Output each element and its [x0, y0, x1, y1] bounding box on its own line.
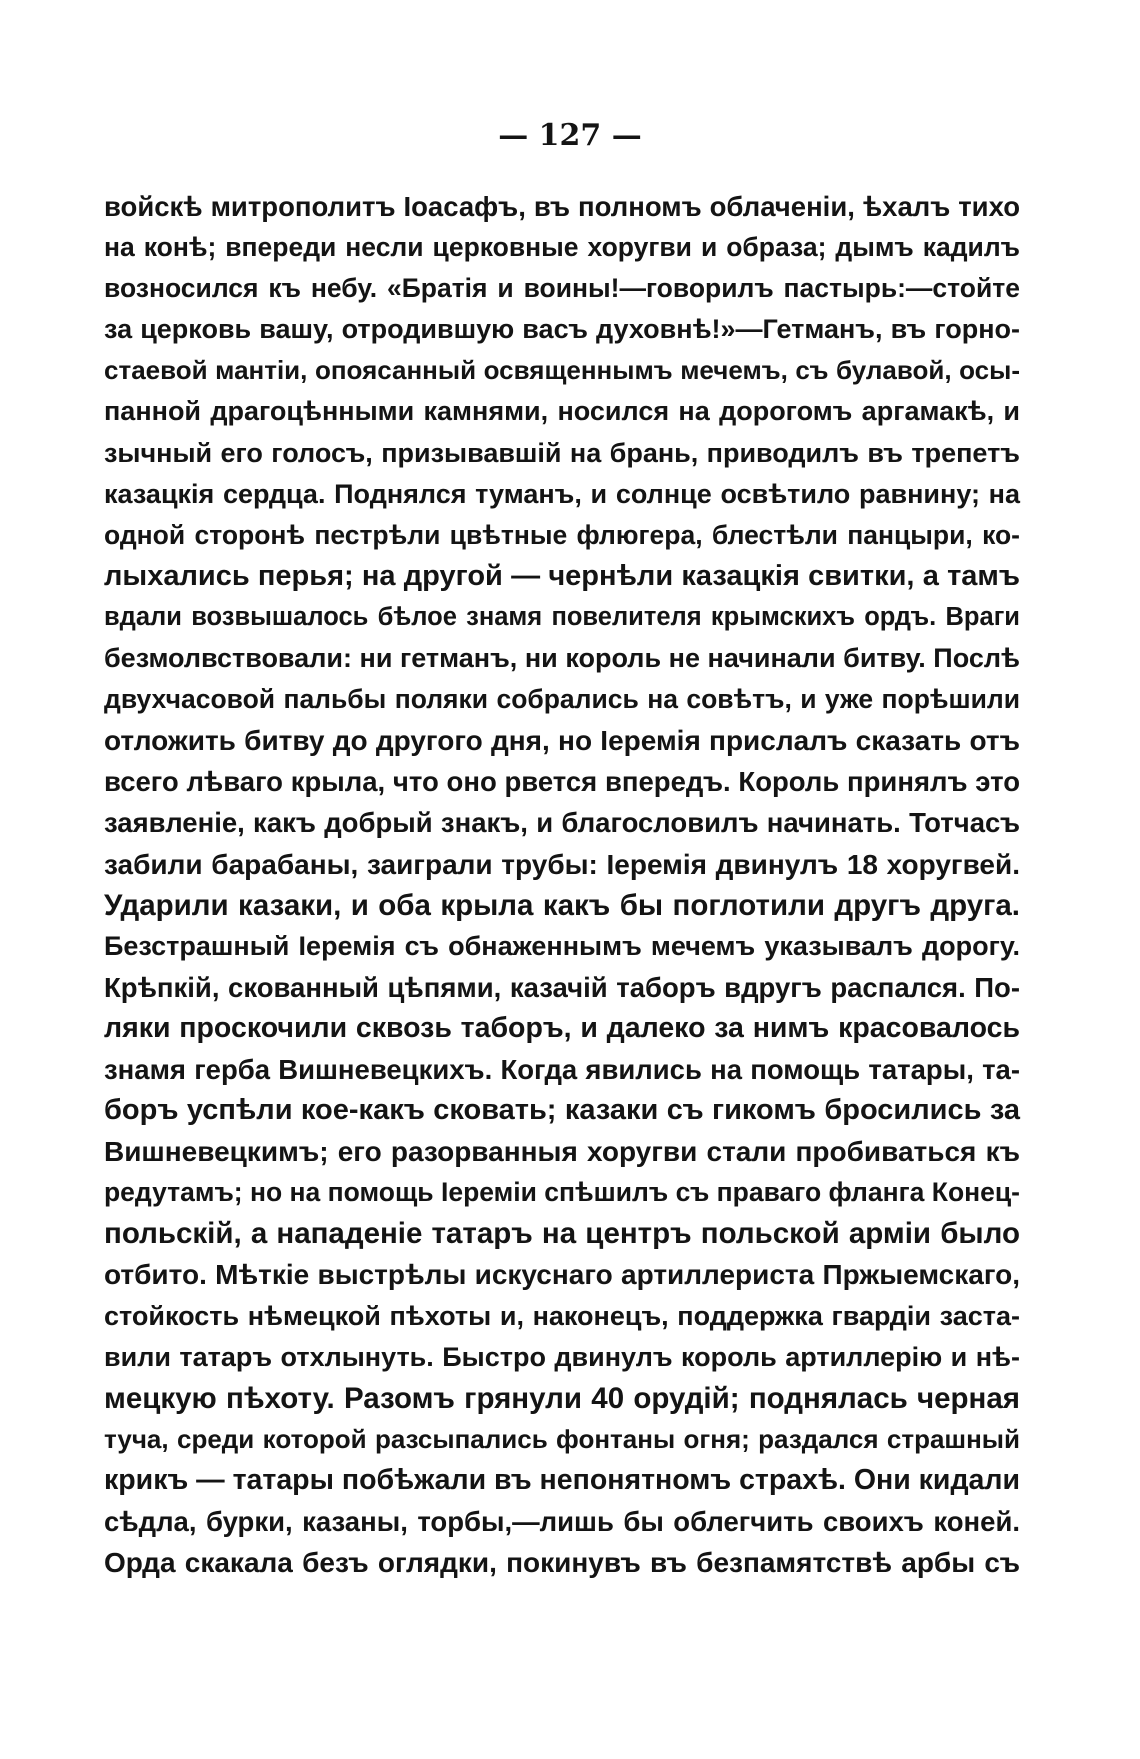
text-line: редутамъ; но на помощь Іереміи спѣшилъ съ праваго фланга Конец- — [104, 1177, 1020, 1208]
text-line: крикъ — татары побѣжали въ непонятномъ страхѣ. Они кидали — [104, 1463, 1021, 1496]
text-line: двухчасовой пальбы поляки собрались на совѣтъ, и уже порѣшили — [104, 684, 1020, 715]
text-line: знамя герба Вишневецкихъ. Когда явились на помощь татары, та- — [104, 1053, 1020, 1085]
text-line: сѣдла, бурки, казаны, торбы,—лишь бы облегчить своихъ коней. — [104, 1506, 1020, 1537]
text-line: возносился къ небу. «Братія и воины!—говорилъ пастырь:—стойте — [104, 273, 1020, 304]
text-line: одной сторонѣ пестрѣли цвѣтные флюгера, блестѣли панцыри, ко- — [104, 519, 1020, 550]
text-line: мецкую пѣхоту. Разомъ грянули 40 орудій; поднялась черная — [104, 1381, 1020, 1415]
text-line: туча, среди которой разсыпались фонтаны огня; раздался страшный — [104, 1423, 1020, 1454]
text-line: стаевой мантіи, опоясанный освященнымъ мечемъ, съ булавой, осы- — [104, 355, 1020, 386]
text-line: панной драгоцѣнными камнями, носился на дорогомъ аргамакѣ, и — [104, 396, 1020, 427]
text-line: зычный его голосъ, призывавшій на брань, приводилъ въ трепетъ — [104, 437, 1020, 468]
body-text — [104, 186, 1020, 1583]
text-line: Орда скакала безъ оглядки, покинувъ въ безпамятствѣ арбы съ — [104, 1547, 1020, 1579]
text-line: ляки проскочили сквозь таборъ, и далеко за нимъ красовалось — [104, 1011, 1020, 1044]
text-line: заявленіе, какъ добрый знакъ, и благословилъ начинать. Тотчасъ — [104, 807, 1020, 839]
text-line: боръ успѣли кое-какъ сковать; казаки съ гикомъ бросились за — [104, 1094, 1020, 1127]
text-line: отбито. Мѣткіе выстрѣлы искуснаго артиллериста Пржыемскаго, — [104, 1259, 1020, 1291]
text-line: Безстрашный Іеремія съ обнаженнымъ мечемъ указывалъ дорогу. — [104, 930, 1020, 961]
text-line: безмолвствовали: ни гетманъ, ни король не начинали битву. Послѣ — [104, 643, 1020, 674]
text-line: всего лѣваго крыла, что оно рвется впередъ. Король принялъ это — [104, 766, 1020, 798]
text-line: вдали возвышалось бѣлое знамя повелителя крымскихъ ордъ. Враги — [104, 602, 1020, 631]
text-line: польскій, а нападеніе татаръ на центръ польской арміи было — [104, 1217, 1020, 1251]
text-line: Вишневецкимъ; его разорванныя хоругви стали пробиваться къ — [104, 1136, 1020, 1168]
text-line: за церковь вашу, отродившую васъ духовнѣ!»—Гетманъ, въ горно- — [104, 314, 1020, 345]
text-line: Крѣпкій, скованный цѣпями, казачій таборъ вдругъ распался. По- — [104, 971, 1020, 1003]
text-line: казацкія сердца. Поднялся туманъ, и солнце освѣтило равнину; на — [104, 478, 1020, 509]
text-line: на конѣ; впереди несли церковные хоругви и образа; дымъ кадилъ — [104, 232, 1020, 263]
text-line: отложить битву до другого дня, но Іеремія прислалъ сказать отъ — [104, 725, 1020, 757]
text-line: стойкость нѣмецкой пѣхоты и, наконецъ, поддержка гвардіи заста- — [104, 1300, 1020, 1331]
text-line: вили татаръ отхлынуть. Быстро двинулъ король артиллерію и нѣ- — [104, 1341, 1020, 1372]
text-line: войскѣ митрополитъ Іоасафъ, въ полномъ облаченіи, ѣхалъ тихо — [104, 191, 1020, 222]
text-line: забили барабаны, заиграли трубы: Іеремія двинулъ 18 хоругвей. — [104, 848, 1020, 880]
text-line: Ударили казаки, и оба крыла какъ бы поглотили другъ друга. — [104, 888, 1020, 922]
text-line: лыхались перья; на другой — чернѣли казацкія свитки, а тамъ — [104, 559, 1020, 592]
page-number: — 127 — — [498, 118, 642, 153]
